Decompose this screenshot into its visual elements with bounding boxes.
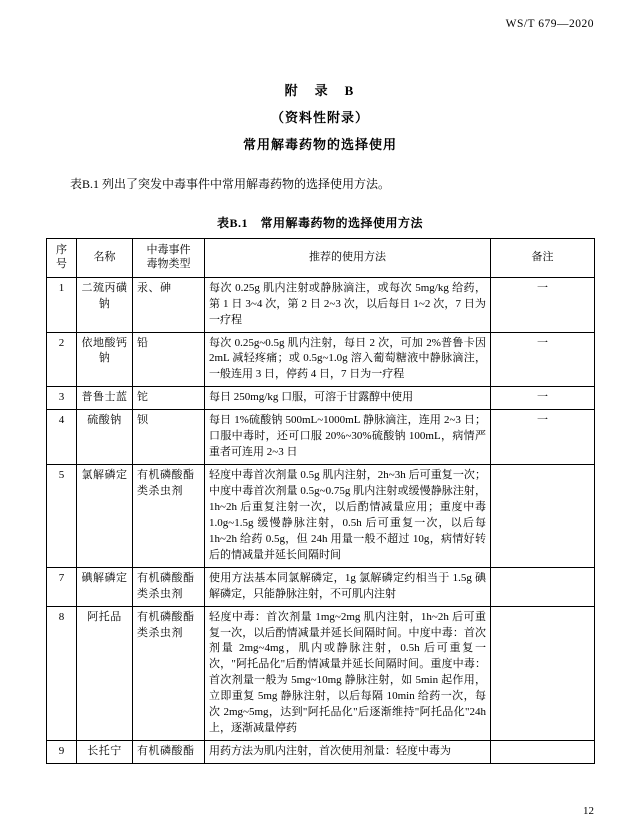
table-row — [47, 387, 595, 410]
cell-type: 有机磷酸酯类杀虫剂 — [133, 465, 205, 568]
cell-type: 铊 — [133, 387, 205, 410]
table-row — [47, 332, 595, 387]
cell-usage: 使用方法基本同氯解磷定，1g 氯解磷定约相当于 1.5g 碘解磷定，只能静脉注射，不可肌内注射 — [205, 567, 491, 606]
cell-type: 汞、砷 — [133, 277, 205, 332]
cell-name: 碘解磷定 — [77, 567, 133, 606]
cell-note — [491, 465, 595, 568]
cell-usage: 每日 250mg/kg 口服，可溶于甘露醇中使用 — [205, 387, 491, 410]
cell-type: 有机磷酸酯类杀虫剂 — [133, 606, 205, 741]
table-row — [47, 277, 595, 332]
annex-heading: 常用解毒药物的选择使用 — [242, 137, 397, 152]
cell-usage: 用药方法为肌内注射，首次使用剂量：轻度中毒为 — [205, 741, 491, 764]
column-header-usage: 推荐的使用方法 — [205, 239, 491, 278]
cell-name: 长托宁 — [77, 741, 133, 764]
cell-note — [491, 606, 595, 741]
cell-name: 硫酸钠 — [77, 410, 133, 465]
column-header-note: 备注 — [491, 239, 595, 278]
antidote-table — [46, 238, 595, 764]
table-row — [47, 741, 595, 764]
cell-no: 5 — [47, 465, 77, 568]
cell-no: 3 — [47, 387, 77, 410]
cell-name: 阿托品 — [77, 606, 133, 741]
cell-name: 普鲁士蓝 — [77, 387, 133, 410]
cell-usage: 轻度中毒首次剂量 0.5g 肌内注射，2h~3h 后可重复一次；中度中毒首次剂量 0.5g~0.75g 肌内注射或缓慢静脉注射，1h~2h 后重复注射一次，以后酌情减量应用；重度中毒 1.0g~1.5g 缓慢静脉注射，0.5h 后可重复一次，以后每 1h~2h 给药 0.5g，但 24h 用量一般不超过 10g，病情好转后的情减量并延长间隔时间 — [205, 465, 491, 568]
annex-subtitle: （资料性附录） — [270, 110, 369, 125]
cell-usage: 每日 1%硫酸钠 500mL~1000mL 静脉滴注，连用 2~3 日；口服中毒时，还可口服 20%~30%硫酸钠 100mL，病情严重者可连用 2~3 日 — [205, 410, 491, 465]
cell-no: 8 — [47, 606, 77, 741]
table-header-row — [47, 239, 595, 278]
cell-note: 一 — [491, 387, 595, 410]
cell-usage: 每次 0.25g~0.5g 肌内注射，每日 2 次，可加 2%普鲁卡因 2mL 减轻疼痛；或 0.5g~1.0g 溶入葡萄糖液中静脉滴注，一般连用 3 日，停药 4 日，7 日为一疗程 — [205, 332, 491, 387]
cell-note: 一 — [491, 332, 595, 387]
cell-no: 7 — [47, 567, 77, 606]
table-row — [47, 410, 595, 465]
column-header-type-line1: 中毒事件 — [146, 244, 191, 257]
cell-type: 有机磷酸酯 — [133, 741, 205, 764]
column-header-type — [133, 239, 205, 278]
cell-note: 一 — [491, 410, 595, 465]
column-header-name: 名称 — [77, 239, 133, 278]
column-header-no-line2: 号 — [56, 257, 67, 270]
table-row — [47, 465, 595, 568]
cell-note: 一 — [491, 277, 595, 332]
cell-type: 钡 — [133, 410, 205, 465]
column-header-no-line1: 序 — [56, 244, 67, 257]
cell-name: 依地酸钙钠 — [77, 332, 133, 387]
cell-usage: 每次 0.25g 肌内注射或静脉滴注，或每次 5mg/kg 给药，第 1 日 3~4 次，第 2 日 2~3 次，以后每日 1~2 次，7 日为一疗程 — [205, 277, 491, 332]
cell-usage: 轻度中毒：首次剂量 1mg~2mg 肌内注射，1h~2h 后可重复一次，以后酌情减量并延长间隔时间。中度中毒：首次剂量 2mg~4mg，肌内或静脉注射，0.5h 后可重复一次，"阿托品化"后酌情减量并延长间隔时间。重度中毒：首次剂量一般为 5mg~10mg 静脉注射，如 5min 起作用，立即重复 5mg 静脉注射，以后每隔 10min 给药一次，每次 2mg~5mg，达到"阿托品化"后逐渐维持"阿托品化"24h 上，逐渐减量停药 — [205, 606, 491, 741]
table-row — [47, 567, 595, 606]
cell-no: 2 — [47, 332, 77, 387]
table-row — [47, 606, 595, 741]
table-caption: 表B.1 常用解毒药物的选择使用方法 — [216, 216, 423, 231]
cell-type: 有机磷酸酯类杀虫剂 — [133, 567, 205, 606]
cell-note — [491, 741, 595, 764]
cell-note — [491, 567, 595, 606]
page-number: 12 — [583, 805, 594, 817]
intro-paragraph: 表B.1 列出了突发中毒事件中常用解毒药物的选择使用方法。 — [70, 177, 391, 191]
cell-type: 铅 — [133, 332, 205, 387]
cell-no: 1 — [47, 277, 77, 332]
column-header-no — [47, 239, 77, 278]
cell-no: 9 — [47, 741, 77, 764]
cell-no: 4 — [47, 410, 77, 465]
cell-name: 二巯丙磺钠 — [77, 277, 133, 332]
annex-title: 附 录 B — [284, 83, 356, 98]
standard-code-header: WS/T 679—2020 — [505, 18, 594, 30]
cell-name: 氯解磷定 — [77, 465, 133, 568]
column-header-type-line2: 毒物类型 — [146, 257, 191, 270]
